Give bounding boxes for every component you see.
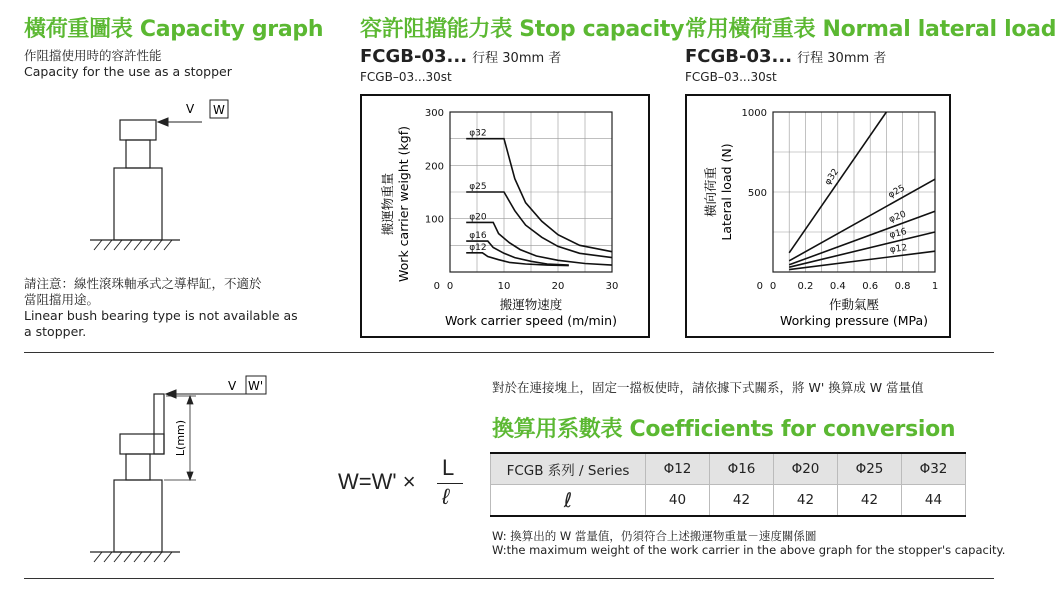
table-header-cell: Φ25: [838, 453, 902, 485]
conversion-note-en: W:the maximum weight of the work carrier in the above graph for the stopper's capacity.: [492, 543, 1006, 557]
y-axis-label-zh: 橫向荷重: [703, 166, 718, 218]
table-header-cell: Φ20: [774, 453, 838, 485]
x-tick-label: 10: [497, 281, 511, 292]
formula-left: W=W' ×: [338, 469, 416, 494]
series-label: φ16: [469, 231, 487, 242]
lateral-model-sub: FCGB–03...30st: [685, 70, 777, 84]
capacity-title: 橫荷重圖表 Capacity graph: [24, 17, 324, 42]
x-tick-label: 0.8: [894, 281, 911, 292]
table-header-cell: Φ32: [902, 453, 966, 485]
series-label: φ32: [469, 128, 487, 139]
series-label: φ25: [469, 182, 487, 192]
v-label: V: [186, 102, 195, 116]
y-tick-label: 0: [433, 281, 440, 292]
l-dimension-label: L(mm): [174, 419, 187, 457]
series-label: φ25: [886, 183, 907, 201]
bottom-divider: [24, 578, 994, 579]
x-axis-label-zh: 搬運物速度: [499, 297, 563, 312]
y-tick-label: 300: [424, 108, 444, 119]
table-header-row: [491, 453, 966, 485]
stop-model: FCGB-03...: [360, 46, 468, 67]
y-axis-label-en: Lateral load (N): [719, 143, 734, 241]
stop-model-sub: FCGB–03...30st: [360, 70, 452, 84]
series-label: φ16: [888, 226, 908, 241]
capacity-desc-zh: 作阻擋使用時的容許性能: [24, 48, 162, 63]
table-cell: 44: [902, 485, 966, 517]
table-cell: 42: [838, 485, 902, 517]
stop-title: 容許阻擋能力表 Stop capacity: [360, 17, 685, 42]
v-label: V: [228, 379, 237, 393]
x-tick-label: 0.6: [862, 281, 879, 292]
stopper-shape: [90, 120, 180, 240]
ground-hatch: [94, 552, 172, 562]
ground-hatch: [94, 240, 172, 250]
formula-numerator: L: [442, 455, 455, 480]
x-tick-label: 30: [605, 281, 619, 292]
stop-model-note: 行程 30mm 者: [472, 51, 562, 66]
capacity-note-en-2: a stopper.: [24, 324, 87, 339]
y-axis-label-en: Work carrier weight (kgf): [396, 126, 411, 282]
x-axis-label-en: Working pressure (MPa): [779, 313, 929, 328]
x-tick-label: 20: [551, 281, 565, 292]
series-label: φ12: [889, 243, 908, 256]
formula-denominator: ℓ: [442, 484, 450, 509]
table-cell: 40: [646, 485, 710, 517]
x-axis-label-en: Work carrier speed (m/min): [445, 313, 617, 328]
w-prime-label: W': [248, 379, 264, 393]
x-tick-label: 0.2: [797, 281, 814, 292]
capacity-desc-en: Capacity for the use as a stopper: [24, 64, 232, 79]
lateral-model: FCGB-03...: [685, 46, 793, 67]
series-line: [789, 251, 935, 269]
y-tick-label: 100: [424, 214, 444, 226]
y-tick-label: 1000: [741, 108, 767, 119]
series-label: φ20: [887, 209, 908, 226]
stopper-plate-diagram: [80, 366, 270, 566]
conversion-title: 換算用系數表 Coefficients for conversion: [492, 417, 956, 442]
series-label: φ12: [469, 242, 487, 253]
x-tick-label: 0.4: [829, 281, 846, 292]
w-label: W: [213, 103, 225, 117]
arrow-left-icon: [158, 118, 202, 126]
conversion-note-zh: W: 換算出的 W 當量值，仍須符合上述搬運物重量－速度關係圖: [492, 529, 817, 543]
conversion-intro: 對於在連接塊上，固定一擋板使時，請依據下式關系，將 W' 換算成 W 當量值: [492, 380, 924, 395]
lateral-model-note: 行程 30mm 者: [797, 51, 887, 66]
x-axis-label-zh: 作動氣壓: [828, 297, 880, 312]
coefficient-table: [490, 452, 966, 517]
y-tick-label: 500: [747, 188, 767, 199]
stopper-diagram: [80, 92, 260, 262]
capacity-note-zh-2: 當阻擋用途。: [24, 292, 100, 307]
capacity-note-zh-1: 請注意：線性滾珠軸承式之導桿缸，不適於: [24, 276, 262, 291]
x-tick-label: 0: [769, 281, 777, 292]
table-row-label: ℓ: [491, 485, 646, 517]
series-label: φ20: [469, 212, 487, 223]
stop-chart: [362, 96, 648, 336]
section-divider: [24, 352, 994, 353]
formula-fraction-bar: [437, 483, 463, 484]
lateral-title: 常用橫荷重表 Normal lateral load: [685, 17, 1056, 42]
y-axis-label-zh: 搬運物重量: [380, 172, 395, 236]
lateral-chart: [687, 96, 949, 336]
series-line: [466, 222, 612, 265]
capacity-note-en-1: Linear bush bearing type is not available as: [24, 308, 298, 323]
table-header-cell: FCGB 系列 / Series: [491, 453, 646, 485]
table-header-cell: Φ12: [646, 453, 710, 485]
x-tick-label: 1: [931, 281, 939, 292]
series-label: φ32: [823, 167, 842, 188]
x-tick-label: 0: [446, 281, 454, 292]
lateral-chart-panel: [685, 94, 951, 338]
y-tick-label: 0: [756, 281, 763, 292]
y-tick-label: 200: [424, 161, 444, 173]
table-cell: 42: [710, 485, 774, 517]
stopper-shape: [90, 394, 180, 552]
table-header-cell: Φ16: [710, 453, 774, 485]
stop-chart-panel: [360, 94, 650, 338]
table-row: [491, 485, 966, 517]
table-cell: 42: [774, 485, 838, 517]
